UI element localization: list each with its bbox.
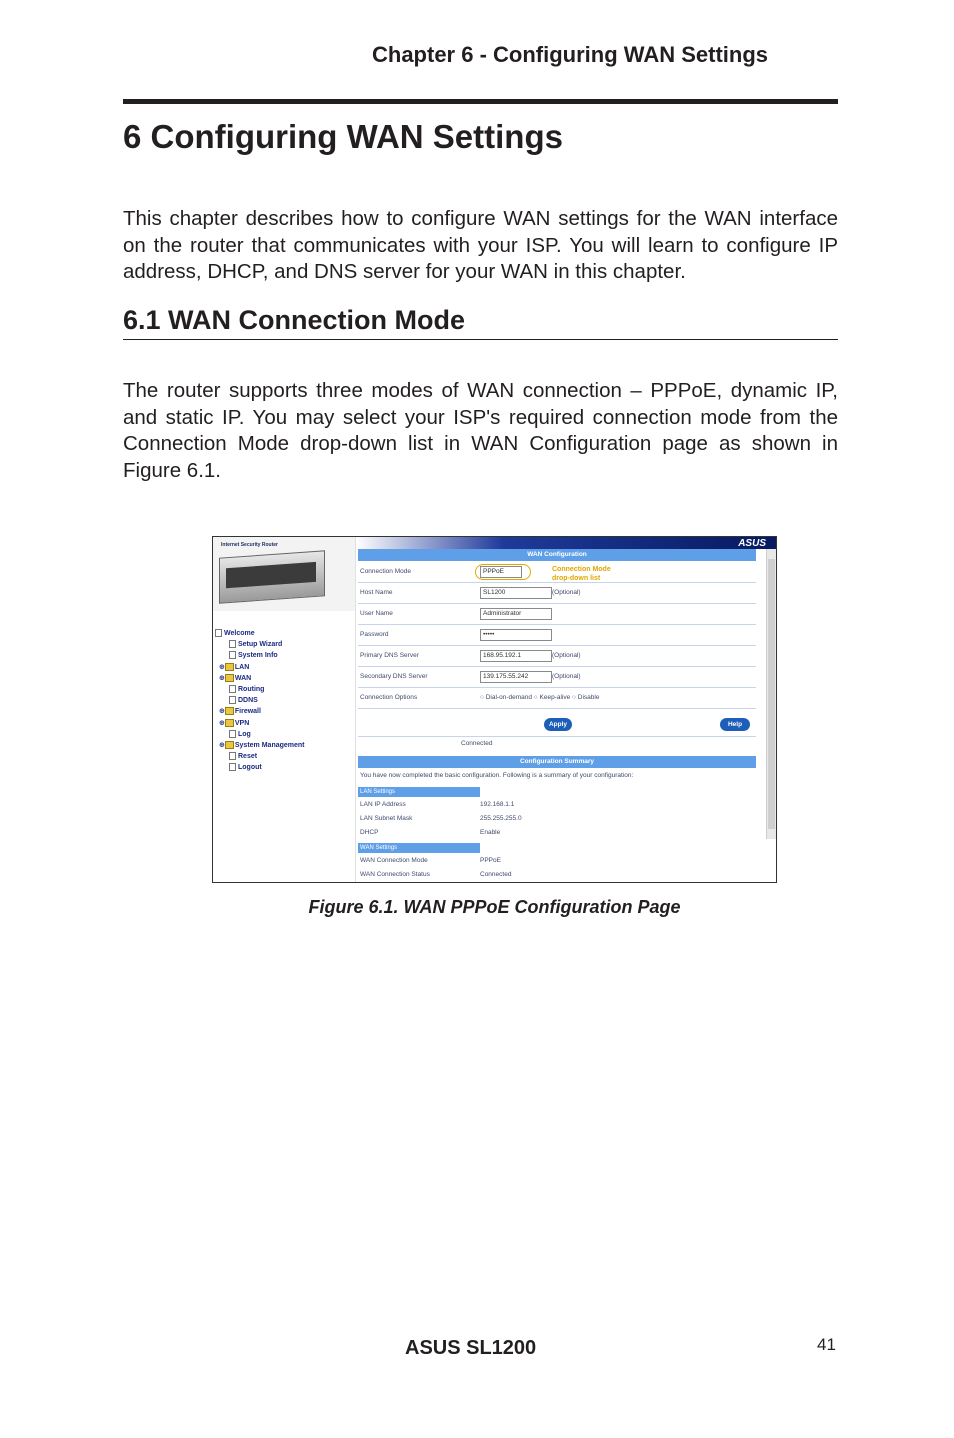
user-name-input[interactable]: Administrator (480, 608, 552, 620)
host-name-label: Host Name (360, 589, 393, 596)
secondary-dns-row (358, 666, 756, 688)
folder-icon (225, 719, 234, 727)
connection-mode-row (358, 561, 756, 583)
password-input[interactable]: ••••• (480, 629, 552, 641)
connection-status-text: Connected (461, 740, 493, 747)
figure-caption: Figure 6.1. WAN PPPoE Configuration Page (308, 897, 681, 917)
scrollbar-thumb[interactable] (768, 559, 775, 829)
device-front-panel (226, 562, 316, 588)
primary-dns-row (358, 645, 756, 667)
folder-icon (225, 674, 234, 682)
page-icon (229, 640, 236, 648)
page-icon (229, 730, 236, 738)
tree-item-lan[interactable]: ⊕ LAN (219, 663, 250, 671)
nav-tree (215, 629, 305, 774)
tree-item-log[interactable]: Log (215, 730, 305, 741)
running-header: Chapter 6 - Configuring WAN Settings (372, 42, 768, 67)
page-icon (229, 651, 236, 659)
computer-icon (215, 629, 222, 637)
password-label: Password (360, 631, 389, 638)
tree-item-firewall[interactable]: ⊕ Firewall (219, 708, 261, 716)
host-name-row (358, 582, 756, 604)
primary-dns-input[interactable]: 168.95.192.1 (480, 650, 552, 662)
connection-options-label: Connection Options (360, 694, 418, 701)
page-number: 41 (817, 1335, 836, 1354)
header-rule (123, 99, 838, 104)
summary-row: WAN Connection Status Connected (360, 871, 512, 878)
folder-icon (225, 741, 234, 749)
router-device-image (219, 550, 325, 603)
connection-options-row (358, 687, 756, 709)
footer-product: ASUS SL1200 (405, 1337, 537, 1359)
connection-mode-callout: Connection Mode drop-down list (552, 566, 611, 582)
apply-button[interactable]: Apply (544, 718, 572, 731)
wan-configuration-band: WAN Configuration (358, 549, 756, 561)
summary-intro: You have now completed the basic configuration. Following is a summary of your configuration: (360, 772, 634, 779)
tree-item-system-management[interactable]: ⊕ System Management (219, 741, 305, 749)
brand-label: Internet Security Router (221, 542, 278, 548)
user-name-row (358, 603, 756, 625)
tree-item-routing[interactable]: Routing (215, 685, 305, 696)
section-paragraph: The router supports three modes of WAN connection – PPPoE, dynamic IP, and static IP. You may select your ISP's required connection mode from the Connection Mode drop-down list in WAN Configuration page as shown in Figure 6.1. (123, 379, 838, 482)
figure-screenshot (212, 536, 777, 883)
router-main-panel (356, 537, 776, 882)
tree-item-ddns[interactable]: DDNS (215, 696, 305, 707)
sidebar-brand-area (213, 537, 355, 611)
configuration-summary-band: Configuration Summary (358, 756, 756, 768)
tree-item-vpn[interactable]: ⊕ VPN (219, 719, 250, 727)
page-icon (229, 763, 236, 771)
summary-row: WAN Connection Mode PPPoE (360, 857, 501, 864)
summary-row: LAN Subnet Mask 255.255.255.0 (360, 815, 522, 822)
top-banner (356, 537, 776, 549)
summary-row: DHCP Enable (360, 829, 501, 836)
host-name-input[interactable]: SL1200 (480, 587, 552, 599)
intro-paragraph: This chapter describes how to configure WAN settings for the WAN interface on the router that communicates with your ISP. You will learn to configure IP address, DHCP, and DNS server for your WAN in this chapter. (123, 207, 838, 283)
wan-settings-heading: WAN Settings (358, 843, 480, 853)
router-sidebar (213, 537, 356, 882)
select-highlight-ring (475, 564, 531, 580)
tree-item-setup-wizard[interactable]: Setup Wizard (215, 640, 305, 651)
connection-status-row (358, 736, 756, 751)
tree-item-reset[interactable]: Reset (215, 752, 305, 763)
section-title: 6.1 WAN Connection Mode (123, 305, 838, 340)
password-row (358, 624, 756, 646)
connection-mode-label: Connection Mode (360, 568, 411, 575)
tree-item-wan[interactable]: ⊕ WAN (219, 674, 252, 682)
secondary-dns-optional: (Optional) (552, 673, 581, 680)
page-icon (229, 752, 236, 760)
vertical-scrollbar[interactable] (766, 549, 776, 839)
folder-icon (225, 663, 234, 671)
connection-mode-select[interactable]: PPPoE (480, 566, 522, 578)
secondary-dns-label: Secondary DNS Server (360, 673, 428, 680)
secondary-dns-input[interactable]: 139.175.55.242 (480, 671, 552, 683)
lan-settings-heading: LAN Settings (358, 787, 480, 797)
asus-logo: ASUS (738, 538, 766, 549)
primary-dns-label: Primary DNS Server (360, 652, 419, 659)
page-icon (229, 696, 236, 704)
connection-options-radios[interactable]: ○ Dial-on-demand ○ Keep-alive ○ Disable (480, 694, 600, 701)
tree-item-logout[interactable]: Logout (215, 763, 305, 774)
host-name-optional: (Optional) (552, 589, 581, 596)
chapter-title: 6 Configuring WAN Settings (123, 118, 563, 155)
tree-item-system-info[interactable]: System Info (215, 651, 305, 662)
primary-dns-optional: (Optional) (552, 652, 581, 659)
page-icon (229, 685, 236, 693)
folder-icon (225, 707, 234, 715)
summary-row: LAN IP Address 192.168.1.1 (360, 801, 515, 808)
user-name-label: User Name (360, 610, 393, 617)
tree-item-welcome[interactable]: Welcome (215, 629, 305, 640)
help-button[interactable]: Help (720, 718, 750, 731)
